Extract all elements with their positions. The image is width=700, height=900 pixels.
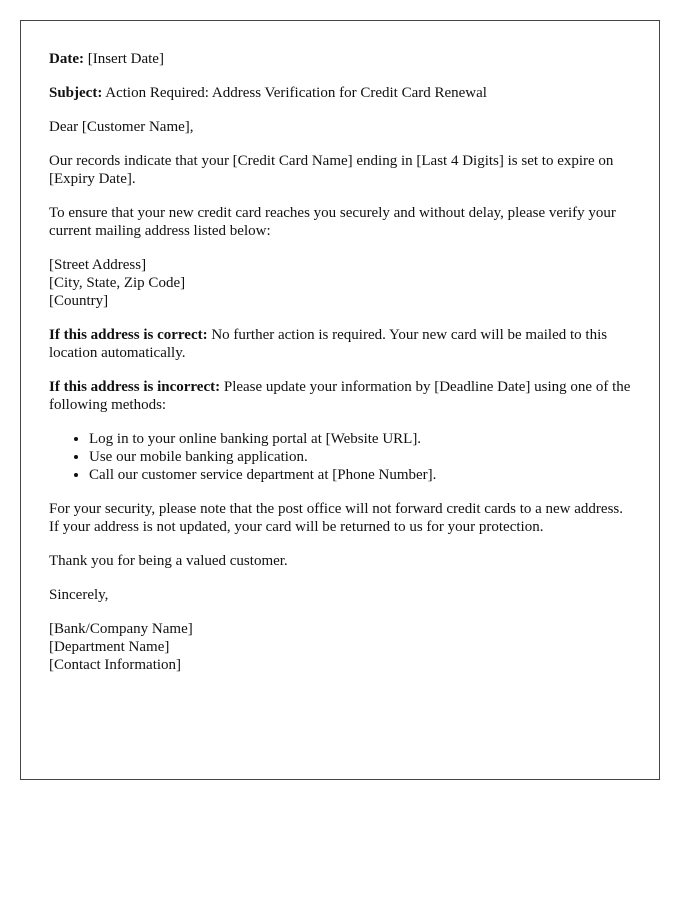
incorrect-address-paragraph — [49, 378, 631, 414]
mailing-address — [49, 256, 631, 310]
signature-company: [Bank/Company Name] — [49, 621, 193, 637]
signature-department: [Department Name] — [49, 639, 170, 655]
incorrect-text: Please update your information by [Deadline Date] using one of the following methods: — [49, 379, 631, 413]
thanks-paragraph: Thank you for being a valued customer. — [49, 553, 288, 569]
subject-line — [49, 84, 631, 102]
subject-label: Subject: — [49, 85, 103, 101]
signature-contact: [Contact Information] — [49, 657, 182, 673]
salutation: Dear [Customer Name], — [49, 119, 194, 135]
address-street: [Street Address] — [49, 257, 147, 273]
security-paragraph: For your security, please note that the post office will not forward credit cards to a new address. If your address is not updated, your card will be returned to us for your protection. — [49, 501, 623, 535]
expiry-paragraph: Our records indicate that your [Credit Card Name] ending in [Last 4 Digits] is set to expire on [Expiry Date]. — [49, 153, 614, 187]
date-line — [49, 50, 631, 68]
address-country: [Country] — [49, 293, 109, 309]
correct-text: No further action is required. Your new card will be mailed to this location automatically. — [49, 327, 608, 361]
verify-paragraph: To ensure that your new credit card reaches you securely and without delay, please verify your current mailing address listed below: — [49, 205, 616, 239]
date-value: [Insert Date] — [83, 51, 164, 67]
signature-block — [49, 620, 631, 674]
list-item: • Call our customer service department at [Phone Number]. — [89, 466, 631, 484]
list-item: • Use our mobile banking application. — [89, 448, 631, 466]
address-city-state-zip: [City, State, Zip Code] — [49, 275, 186, 291]
correct-address-paragraph — [49, 326, 631, 362]
subject-value: Action Required: Address Verification for Credit Card Renewal — [102, 85, 487, 101]
update-methods-list — [49, 430, 631, 484]
list-item: • Log in to your online banking portal at [Website URL]. — [89, 430, 631, 448]
date-label: Date: — [49, 51, 84, 67]
letter-page — [20, 20, 660, 780]
closing: Sincerely, — [49, 587, 109, 603]
incorrect-label: If this address is incorrect: — [49, 379, 221, 395]
correct-label: If this address is correct: — [49, 327, 208, 343]
